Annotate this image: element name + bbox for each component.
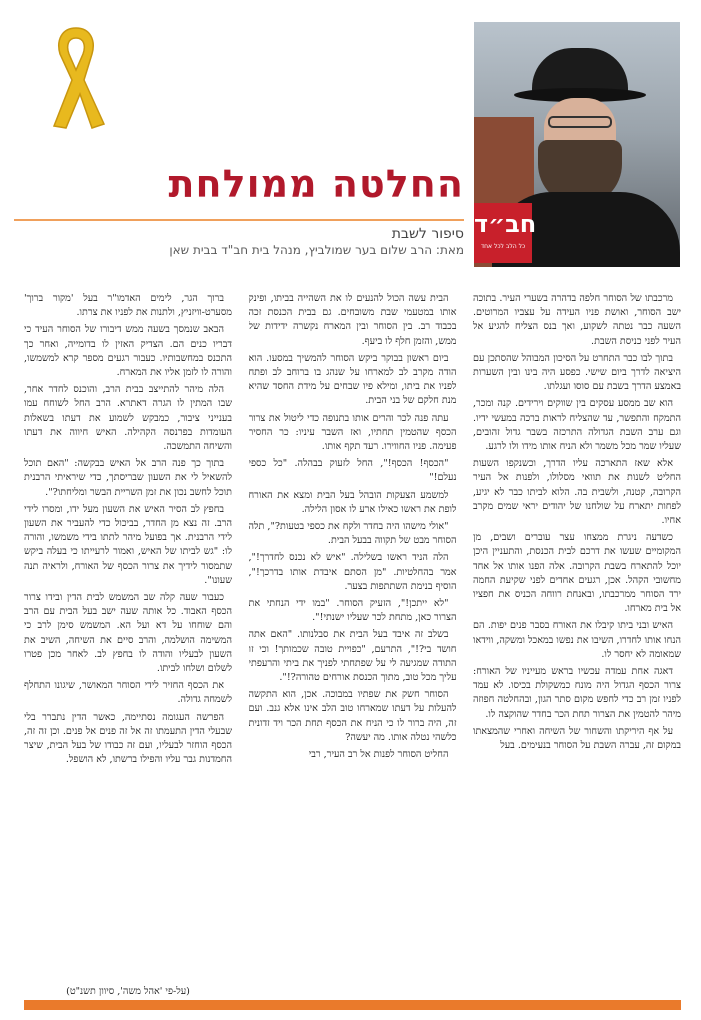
paragraph: דאגה אחת עמדה עכשיו בראש מעייניו של האורח: צרור הכסף הגדול היה מונח כמשקולת בכיסו. לא עמד לפניו זמן רב כדי לחפש מקום סתר הגון, ובהחלטה חפוזה מיהר להטמין את הצרור תחת הכר בחדר שהוקצה לו. [473, 666, 681, 720]
yellow-ribbon-icon [36, 22, 116, 132]
paragraph: בחפץ לב הסיר האיש את השעון מעל ידו, ומסרו לידי הרב. זה נצא מן החדר, בביכול כדי להעביר את השעון לידי הרבנית. אך בפועל מיהר לתתו בידי משמשו, והורה לו: "גש לביתו של האיש, ואמור לרעייתו כי בעלה ביקש שתמסור לידיך את צרור הכסף של האורח, ולראיה תנה שעונו". [24, 503, 232, 586]
paragraph: הלה הניד ראשו בשלילה. "איש לא נכנס לחדרך!", אמר בהחלטיות. "מן הסתם איבדת אותו בדרכך!", הוסיף בנימת השתתפות בצער. [248, 552, 457, 592]
paragraph: מרכבתו של הסוחר חלפה בדהרה בשערי העיר. בתוכה ישב הסוחר, ואושת פניו העידה על עצביו המרוטים. השעה כבר נטתה לשקוע, ואך בנס הצליח להגיע אל העיר לפני כניסת השבת. [473, 293, 681, 347]
paragraph: הפרשה העגומה נסתיימה, כאשר הדין נתברר בלי שבעלי הדין התעמתו זה אל זה פנים אל פנים. וכן זה זה, הכסף הוחזר לבעליו, ועם זה כבודו של בעל הבית, שיצר החמדנות גבר עליו והפילו ברשתו, לא הושפל. [24, 711, 232, 766]
article-body [24, 292, 681, 982]
paragraph: הבית עשה הכול להנעים לו את השהייה בביתו, ופינק אותו במטעמי שבת משובחים. גם בבית הכנסת זכה בכבוד רב. בין הסוחר ובין המארח נקשרה ידידות של ממש, והזמן חלף לו ביעף. [248, 293, 457, 347]
bottom-divider [24, 1000, 681, 1010]
paragraph: בתוך לבו כבר התחרט על הסיכון המבוהל שהסתכן עם היציאה לדרך ביום שישי. כפסע היה בינו ובין השערות באמצע הדרך בשבת עם סוסו ועגלתו. [473, 352, 681, 393]
title-divider [14, 219, 464, 221]
paragraph: "לא ייתכן!", הזעיק הסוחר. "במו ידי הנחתי את הצרור כאן, מתחת לכר שעליו ישנתי!". [248, 598, 457, 624]
article-title: החלטה ממולחת [168, 162, 464, 206]
paragraph: "אולי מישהו היה בחדר ולקח את כספי בטעות?", תלה הסוחר מבט של תקווה בבעל הבית. [248, 521, 457, 547]
paragraph: כעבור שעה קלה שב המשמש לבית הדין ובידו צרור הכסף האבוד. כל אותה שעה ישב בעל הבית עם הרב והם שוחחו על דא ועל הא. המשמש סימן לרב כי המשימה הושלמה, והרב סיים את השיחה, השיב את השעון לבעליו והודה לו בחפץ לב. לאחר מכן פטרו לשלום ושלחו לביתו. [24, 592, 232, 675]
story-label: סיפור לשבת [391, 226, 464, 242]
paragraph: עתה פנה לכר והרים אותו בתנופה כדי ליטול את צרור הכסף שהטמין תחתיו, ואז השבר עיניו: כר החסיר פעימה. פניו החווירו. רעד תקף אותו. [248, 412, 457, 453]
paragraph: הבאב שנמסך בשעה ממש דיבורו של הסוחר העיד כי דבריו כנים הם. הצדיק האזין לו בדומייה, ואחר כך התכנס במחשבותיו. כעבור רגעים מספר קרא למשמשו, והורה לו לזמן אליו את המארח. [24, 324, 232, 379]
chabad-logo-badge [474, 203, 537, 263]
paragraph: ברוך הגר, לימים האדמו"ר בעל 'מקור ברוך' מסערט-וויזניץ, ולתנות את לפניו את צרתו. [24, 293, 232, 319]
badge-tagline: כל הלב לכל אחד [480, 243, 526, 250]
paragraph: ביום ראשון בבוקר ביקש הסוחר להמשיך במסעו. הוא הודה מקרב לב למארחו על שנהג בו ברוחב לב ופתח לפניו את ביתו, ומילא פיו שבחים על מידת החסד שהיא מנת חלקם של בני הבית. [248, 352, 457, 407]
text-column-3 [24, 292, 232, 982]
paragraph: למשמע הצעקות הובהל בעל הבית ומצא את האורח לופת את ראשו כאילו ארע לו אסון הלילה. [248, 489, 457, 515]
paragraph: את הכסף החזיר לידי הסוחר המאושר, שיגונו התחלף לשמחה גדולה. [24, 680, 232, 706]
paragraph: על אף היריקתו והשחור של השיחה ואחרי שהמצאתו במקום זה, עברה השבת על הסוחר בנעימים. בעל [473, 725, 681, 752]
paragraph: החליט הסוחר לפנות אל רב העיר, רבי [308, 749, 449, 761]
paragraph: האיש ובני ביתו קיבלו את האורח בסבר פנים יפות. הם הנחו אותו לחדרו, השיבו את נפשו במאכל ומשקה, ווידאו שמאומה לא יחסר לו. [473, 620, 681, 660]
text-column-2 [249, 292, 457, 982]
paragraph: אלא שאז התארכה עליו הדרך, וכשנקפו השעות החליט לשנות את תוואי מסלולו, ולפנות אל העיר הקרובה, קטנה, ולשבית בה. הלוא לביתו כבר לא יגיע, לפחות יתארח על שולחנו של יהודים יראי שמים מקרב אחיו. [473, 458, 681, 527]
paragraph: הוא שב ממסע עסקים בין שווקים וירידים. קנה ומכר, התמקח והתפשר, עד שהצליח לראות ברכה במעשי ידיו. וגם ערב השבת הגדולה התרכזה בשבר גדול זהובים, שעליו שמר מכל משמר ולא הניח אותו מידו ולו לרגע. [473, 398, 681, 453]
paragraph: בשלב זה איבד בעל הבית את סבלנותו. "האם אתה חושד בי?!", התרעם, "כפויית טובה שכמותך! וכי זו התודה שמגיעה לי על שפתחתי לפניך את ביתי והרעפתי עליך מכל טוב, מתוך הכנסת אורחים טהורה?!". [248, 629, 457, 684]
paragraph: כשדעה ניגרת ממצחו עצר עוברים ושבים, מן המקומיים שעשו את דרכם לבית הכנסת, והתעניין היכן יוכל להתארח בשבת הקרובה. אלה הפנו אותו אל אחד מחשובי הקהל. אכן, רגעים אחדים לפני שקיעת החמה ירד הסוחר ממרכבתו, ובאנחת רווחה הכניס את חפציו אל בית מארחו. [473, 532, 681, 615]
paragraph: הלה מיהר להתייצב בבית הרב, והוכנס לחדר אחר, שבו המתין לו הגרה דאתרא. הרב החל לשוחח עמו בענייני ציבור, כמבקש לשמוע את דעתו בשאלות העומדות בפרנסה הקהילה. האיש חיווה את דעתו והשיחה התמשכה. [24, 384, 232, 453]
text-column-1 [473, 292, 681, 982]
paragraph: "הכסף! הכסף!", החל לזעוק בבהלה. "כל כספי נעלם!" [248, 458, 457, 484]
author-byline: מאת: הרב שלום בער שמולביץ, מנהל בית חב"ד בבית שאן [169, 243, 464, 257]
paragraph: הסוחר חשק את שפתיו במבוכה. אכן, הוא התקשה להעלות על דעתו שמארחו טוב הלב אינו אלא גנב. ועם זה, היה ברור לו כי הניח את הכסף תחת הכר ויד זדונית כלשהי נטלה אותו. מה יעשה? [248, 689, 457, 743]
badge-logo-text: חב״ד [474, 210, 537, 238]
source-citation: (על-פי 'אהל משה', סיוון תשנ"ט) [66, 986, 190, 997]
paragraph: בתוך כך פנה הרב אל האיש בבקשה: "האם תוכל להשאיל לי את השעון שבריסתך, כדי שיראיתי הרבנית תוכל לחשב נכון את זמן השריית הבשר ומליחתו?". [24, 458, 232, 498]
